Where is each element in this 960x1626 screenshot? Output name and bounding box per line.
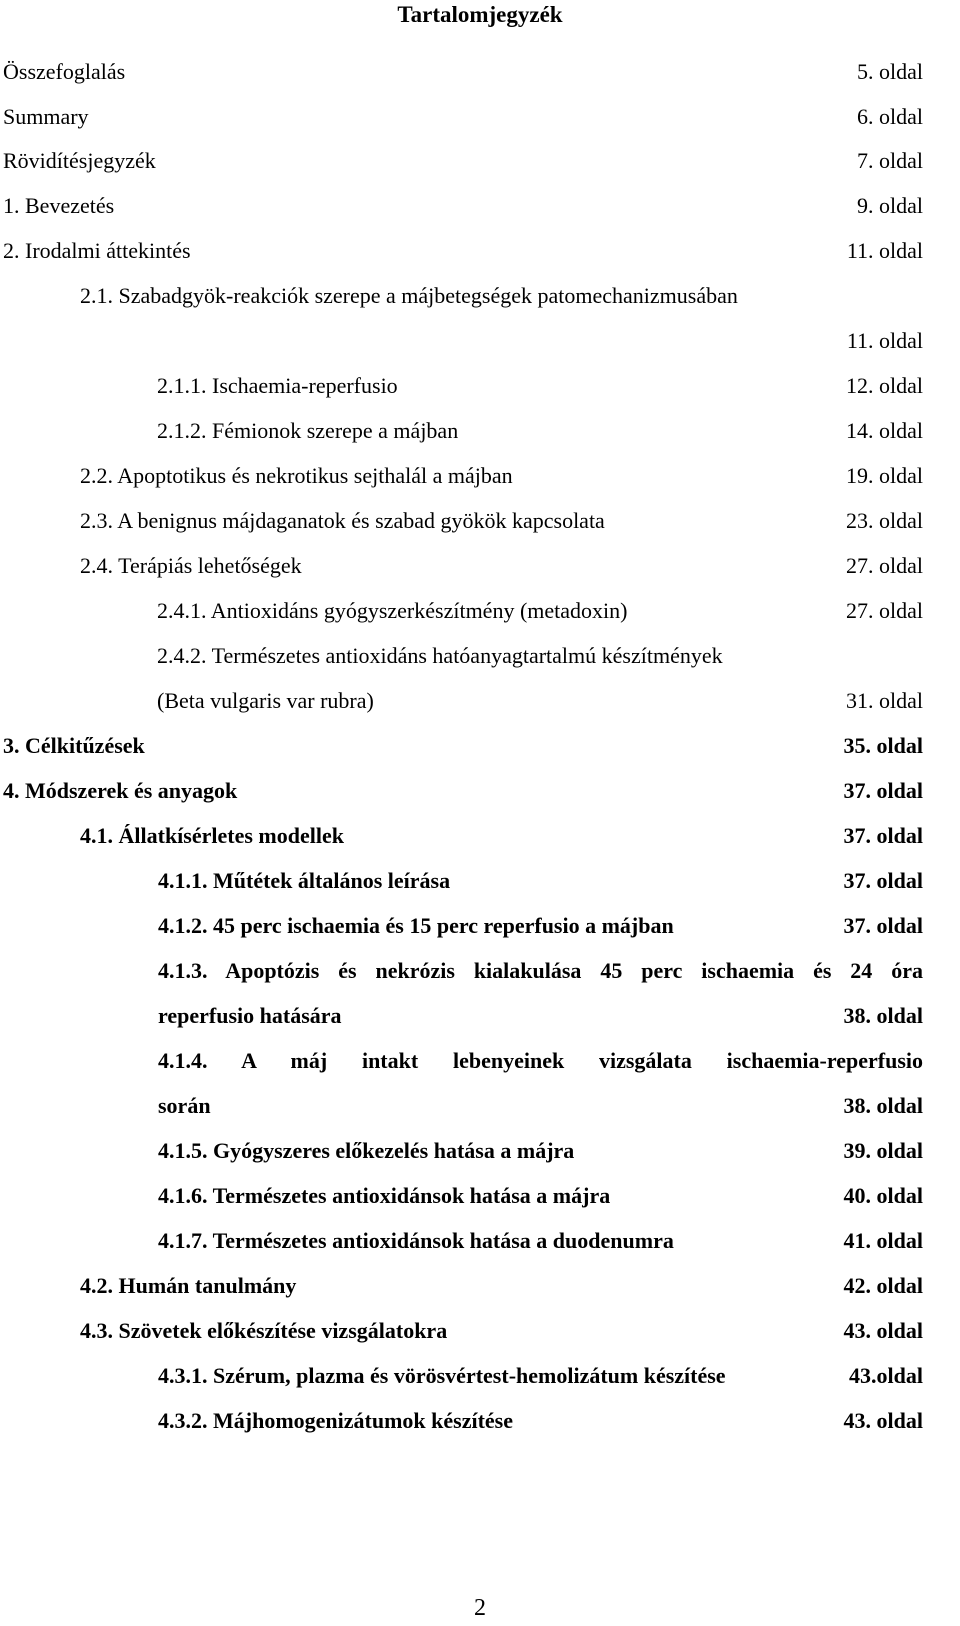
toc-entry (158, 1180, 923, 1212)
toc-entry-text: Összefoglalás (3, 59, 126, 84)
toc-entry-text: 2.1. Szabadgyök-reakciók szerepe a májbetegségek patomechanizmusában (80, 283, 738, 308)
toc-title: Tartalomjegyzék (397, 2, 563, 27)
toc-entry-text: 4.1.5. Gyógyszeres előkezelés hatása a májra (158, 1138, 575, 1163)
toc-entry-text: reperfusio hatására (158, 1003, 342, 1028)
toc-entry (158, 1225, 923, 1257)
toc-entry (3, 190, 923, 222)
toc-entry-text: 2.2. Apoptotikus és nekrotikus sejthalál a májban (80, 463, 513, 488)
toc-entry-text: 2. Irodalmi áttekintés (3, 238, 191, 263)
toc-entry-page: 43. oldal (843, 1318, 923, 1343)
toc-entry (80, 550, 923, 582)
toc-entry-text: 2.3. A benignus májdaganatok és szabad gyökök kapcsolata (80, 508, 605, 533)
toc-entry (158, 1360, 923, 1392)
toc-entry-text: során (158, 1093, 211, 1118)
toc-entry (80, 280, 923, 312)
toc-entry-text: 2.1.2. Fémionok szerepe a májban (157, 418, 459, 443)
toc-entry-page: 42. oldal (843, 1273, 923, 1298)
toc-entry-page: 7. oldal (857, 148, 923, 173)
toc-entry (3, 730, 923, 762)
toc-entry-page: 6. oldal (857, 104, 923, 129)
toc-entry-page: 27. oldal (846, 598, 923, 623)
toc-entry (80, 1270, 923, 1302)
toc-entry-page: 37. oldal (843, 868, 923, 893)
toc-entry-text: 4.1.2. 45 perc ischaemia és 15 perc reperfusio a májban (158, 913, 674, 938)
toc-entry-page: 37. oldal (843, 823, 923, 848)
toc-entry-text: 4.1.1. Műtétek általános leírása (158, 868, 451, 893)
toc-entry-page: 43. oldal (843, 1408, 923, 1433)
toc-entry-page: 37. oldal (843, 913, 923, 938)
toc-entry-page: 39. oldal (843, 1138, 923, 1163)
toc-entry (158, 865, 923, 897)
toc-entry-text: 3. Célkitűzések (3, 733, 145, 758)
toc-entry (3, 775, 923, 807)
toc-entry-text: 4.1.4. A máj intakt lebenyeinek vizsgálata ischaemia-reperfusio (158, 1048, 923, 1073)
toc-entry-page: 19. oldal (846, 463, 923, 488)
toc-entry-page: 43.oldal (849, 1363, 923, 1388)
toc-entry (157, 595, 923, 627)
toc-entry-page: 38. oldal (843, 1003, 923, 1028)
toc-entry-page: 9. oldal (857, 193, 923, 218)
toc-entry (3, 101, 923, 133)
toc-entry-page: 5. oldal (857, 59, 923, 84)
toc-entry-text: 4.3. Szövetek előkészítése vizsgálatokra (80, 1318, 448, 1343)
toc-entry-page: 35. oldal (843, 733, 923, 758)
toc-entry (80, 325, 923, 357)
toc-entry-text: 2.1.1. Ischaemia-reperfusio (157, 373, 398, 398)
toc-entry-text: 4.1.6. Természetes antioxidánsok hatása a májra (158, 1183, 611, 1208)
toc-entry (80, 505, 923, 537)
toc-entry (158, 1000, 923, 1032)
toc-entry-text: 4.3.2. Májhomogenizátumok készítése (158, 1408, 514, 1433)
toc-entry-page: 31. oldal (846, 688, 923, 713)
toc-entry-text: (Beta vulgaris var rubra) (157, 688, 374, 713)
page-number: 2 (474, 1595, 486, 1621)
toc-entry-text: Summary (3, 104, 89, 129)
toc-entry (158, 955, 923, 987)
toc-entry-text: 4.1. Állatkísérletes modellek (80, 823, 344, 848)
toc-entry-text: 4.2. Humán tanulmány (80, 1273, 297, 1298)
toc-entry (157, 370, 923, 402)
toc-entry (158, 1405, 923, 1437)
toc-entry (158, 1135, 923, 1167)
toc-entry-text: 4. Módszerek és anyagok (3, 778, 238, 803)
toc-entry-page: 12. oldal (846, 373, 923, 398)
toc-entry-page: 23. oldal (846, 508, 923, 533)
toc-entry-text: 2.4. Terápiás lehetőségek (80, 553, 302, 578)
toc-entry-text: 1. Bevezetés (3, 193, 115, 218)
toc-entry (158, 1090, 923, 1122)
toc-entry-text: 2.4.2. Természetes antioxidáns hatóanyagtartalmú készítmények (157, 643, 723, 668)
toc-entry (3, 56, 923, 88)
toc-entry-page: 14. oldal (846, 418, 923, 443)
toc-entry-page: 40. oldal (843, 1183, 923, 1208)
toc-entry-page: 11. oldal (846, 328, 923, 353)
toc-entry-page: 11. oldal (846, 238, 923, 263)
toc-entry (3, 145, 923, 177)
toc-entry (157, 640, 923, 672)
toc-entry (157, 685, 923, 717)
toc-entry-text: 4.1.3. Apoptózis és nekrózis kialakulása 45 perc ischaemia és 24 óra (158, 958, 923, 983)
toc-entry (80, 820, 923, 852)
toc-entry (3, 235, 923, 267)
toc-entry (80, 460, 923, 492)
toc-entry-text: 2.4.1. Antioxidáns gyógyszerkészítmény (metadoxin) (157, 598, 628, 623)
toc-entry-page: 27. oldal (846, 553, 923, 578)
toc-entry (158, 910, 923, 942)
toc-entry-text: 4.3.1. Szérum, plazma és vörösvértest-hemolizátum készítése (158, 1363, 726, 1388)
toc-entry (80, 1315, 923, 1347)
toc-entry-page: 38. oldal (843, 1093, 923, 1118)
toc-entry (157, 415, 923, 447)
toc-entry-text: Rövidítésjegyzék (3, 148, 156, 173)
toc-entry-page: 37. oldal (843, 778, 923, 803)
toc-entry-page: 41. oldal (843, 1228, 923, 1253)
toc-entry (158, 1045, 923, 1077)
toc-entry-text: 4.1.7. Természetes antioxidánsok hatása a duodenumra (158, 1228, 674, 1253)
